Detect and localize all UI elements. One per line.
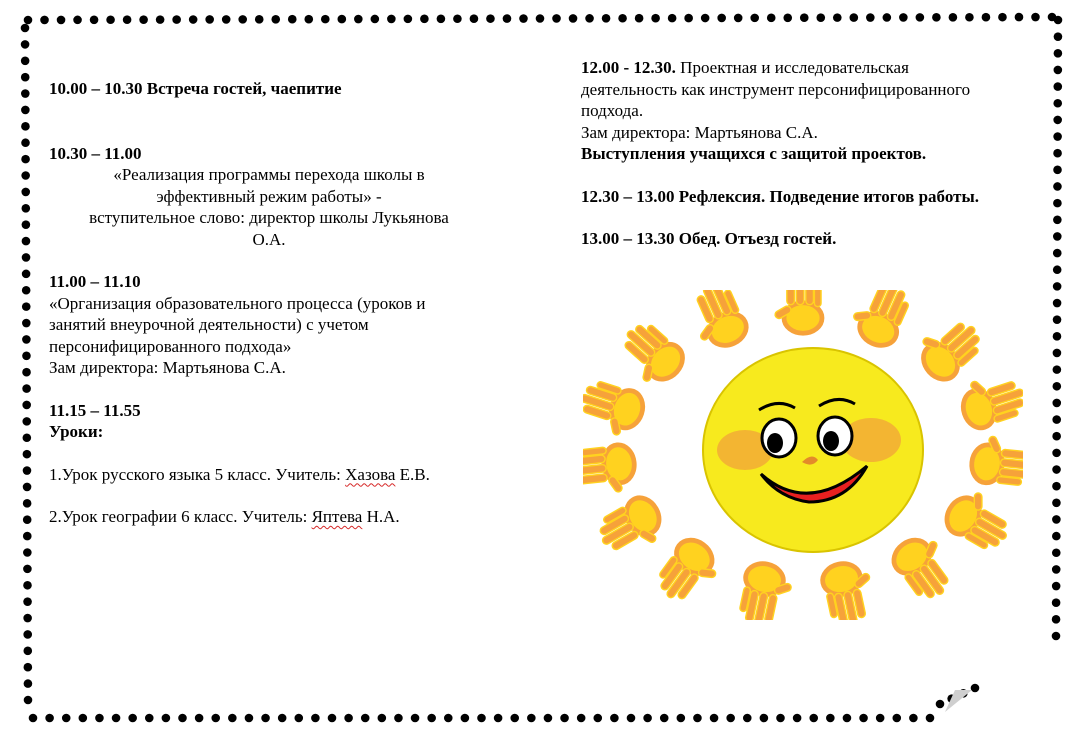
sun-hand-icon [736,560,796,620]
sun-hand-icon [611,316,690,394]
sun-face [703,348,923,552]
lesson-geography-initials: Н.А. [362,507,400,526]
sun-hand-icon [820,558,880,620]
sun-hand-icon [910,308,989,386]
item-project-speaker: Зам директора: Мартьянова С.А. [581,122,818,142]
sun-hand-icon [970,433,1023,488]
item-opening-line: О.А. [252,229,286,249]
sun-hand-icon [651,533,727,612]
sun-hand-icon [955,367,1023,432]
item-organization-speaker: Зам директора: Мартьянова С.А. [49,358,286,377]
item-greeting: 10.00 – 10.30 Встреча гостей, чаепитие [49,79,342,98]
sun-hand-icon [845,290,915,351]
lessons-heading: Уроки: [49,422,104,441]
lesson-russian-text: 1.Урок русского языка 5 класс. Учитель: [49,464,346,484]
lesson-geography-text: 2.Урок географии 6 класс. Учитель: [49,507,312,526]
lesson-geography [49,506,489,528]
item-organization-line: «Организация образовательного процесса (уроков и [49,293,426,313]
sun-hand-icon [941,483,1019,556]
item-opening-line: «Реализация программы перехода школы в [113,165,425,184]
sun-hand-icon [887,527,963,606]
item-project-line: подхода. [581,101,644,120]
schedule-right-column [581,57,1051,250]
lesson-geography-teacher: Яптева [311,507,363,526]
item-time-project: 12.00 - 12.30. [581,58,676,77]
item-project [581,57,1051,79]
item-opening-line: эффективный режим работы» - [156,186,382,206]
item-organization-line: персонифицированного подхода» [49,336,292,356]
item-time-lessons: 11.15 – 11.55 [49,400,141,420]
sun-hand-icon [592,492,670,565]
sun-hand-icon [583,376,647,441]
lesson-russian [49,464,489,486]
item-opening-line: вступительное слово: директор школы Лукьянова [89,208,449,227]
sun-hand-icon [774,290,822,333]
item-lunch: 13.00 – 13.30 Обед. Отъезд гостей. [581,229,837,248]
item-reflection: 12.30 – 13.00 Рефлексия. Подведение итогов работы. [581,186,979,206]
item-project-text: Проектная и исследовательская [675,58,909,77]
lesson-russian-teacher: Хазова [345,464,396,484]
smiling-sun-icon [583,290,1023,620]
item-project-students: Выступления учащихся с защитой проектов. [581,144,927,163]
sun-hand-icon [583,443,637,498]
lesson-russian-initials: Е.В. [395,464,430,484]
item-time-organization: 11.00 – 11.10 [49,272,141,291]
item-project-line: деятельность как инструмент персонифицированного [581,79,971,99]
item-time-opening: 10.30 – 11.00 [49,143,142,163]
sun-hand-icon [682,290,752,355]
item-organization-line: занятий внеурочной деятельности) с учетом [49,315,369,334]
schedule-left-column [49,78,489,528]
